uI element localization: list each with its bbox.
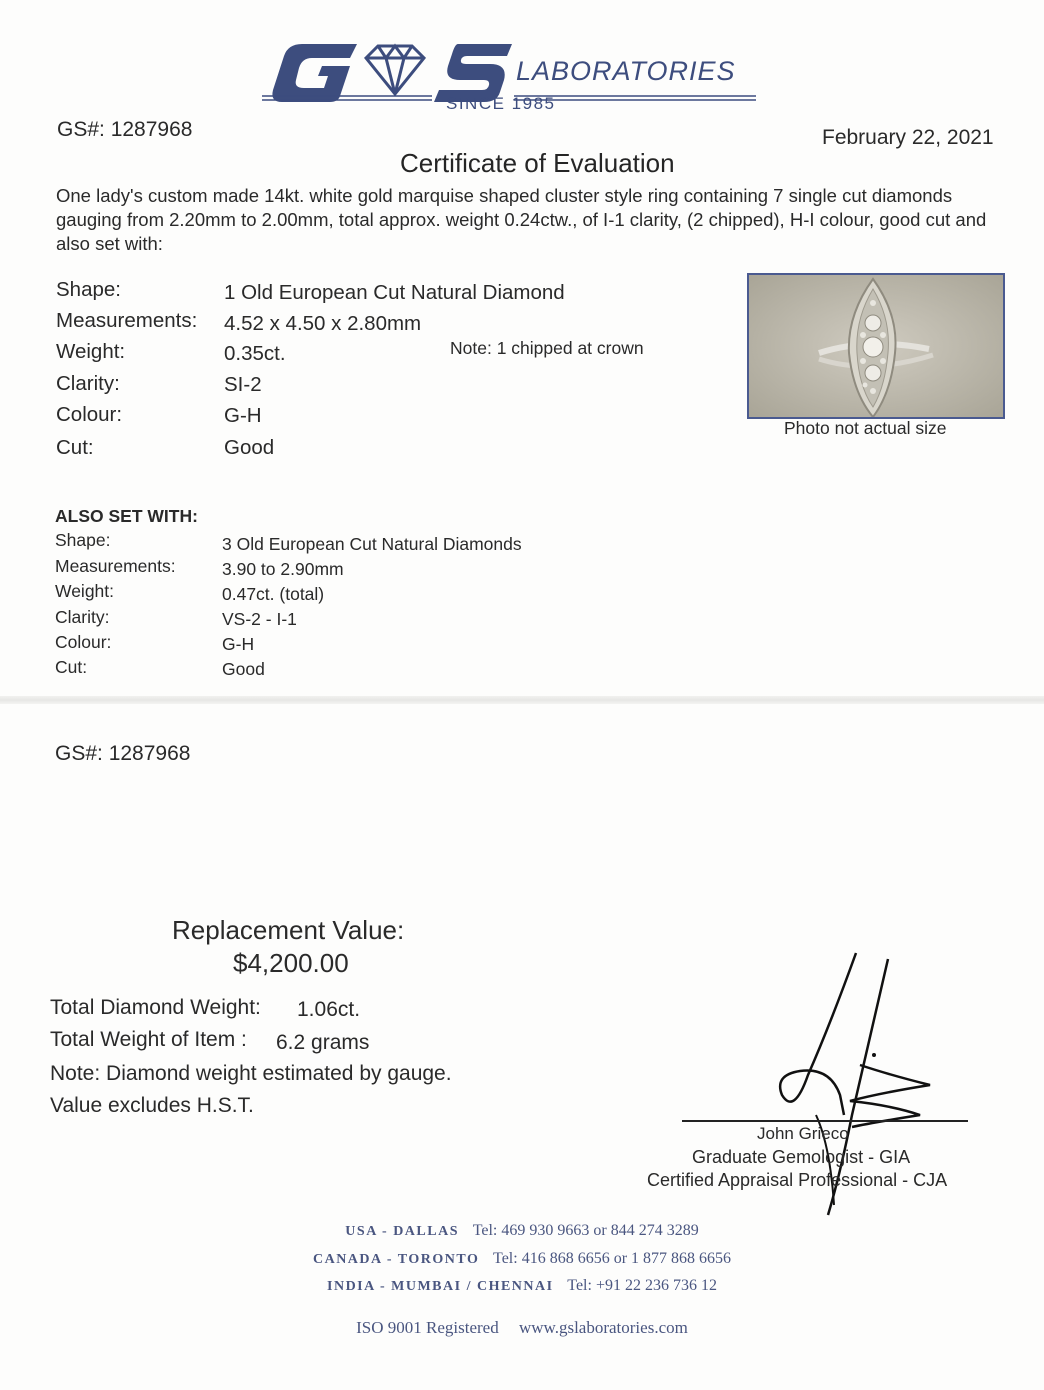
also-weight-value: 0.47ct. (total) — [222, 584, 325, 604]
weight-label: Weight: — [56, 340, 126, 363]
signer-name: John Grieco — [757, 1124, 849, 1143]
office-city: CANADA - TORONTO — [312, 1252, 480, 1267]
tax-note: Value excludes H.S.T. — [50, 1094, 254, 1117]
gs-laboratories-logo — [262, 36, 762, 118]
office-city: USA - DALLAS — [345, 1224, 459, 1239]
also-colour-label: Colour: — [55, 632, 112, 652]
gauge-note: Note: Diamond weight estimated by gauge. — [50, 1062, 452, 1085]
total-weight-label: Total Weight of Item : — [50, 1028, 247, 1051]
signer-title-gia: Graduate Gemologist - GIA — [692, 1147, 911, 1167]
also-cut-value: Good — [222, 659, 265, 679]
clarity-value: SI-2 — [224, 373, 262, 396]
measurements-value: 4.52 x 4.50 x 2.80mm — [224, 312, 422, 335]
office-tel: Tel: 469 930 9663 or 844 274 3289 — [472, 1222, 699, 1239]
chip-note: Note: 1 chipped at crown — [450, 338, 644, 358]
ring-photo — [747, 273, 1005, 419]
replacement-value-amount: $4,200.00 — [233, 948, 349, 978]
colour-label: Colour: — [56, 403, 123, 426]
also-weight-label: Weight: — [55, 581, 115, 601]
paper-fold-divider — [0, 696, 1044, 704]
cut-label: Cut: — [56, 436, 94, 459]
photo-caption: Photo not actual size — [784, 418, 947, 438]
cut-value: Good — [224, 436, 275, 459]
office-india — [0, 1277, 1044, 1295]
signature-line — [682, 1120, 968, 1122]
also-clarity-label: Clarity: — [55, 607, 110, 627]
weight-value: 0.35ct. — [224, 342, 286, 365]
gs-number: GS#: 1287968 — [57, 118, 193, 141]
also-set-with-heading: ALSO SET WITH: — [55, 506, 198, 526]
total-weight-value: 6.2 grams — [276, 1031, 370, 1054]
website-link[interactable]: www.gslaboratories.com — [518, 1318, 688, 1337]
also-cut-label: Cut: — [55, 657, 88, 677]
also-clarity-value: VS-2 - I-1 — [222, 609, 297, 629]
replacement-value-label: Replacement Value: — [172, 915, 405, 945]
office-city: INDIA - MUMBAI / CHENNAI — [327, 1279, 554, 1294]
logo-laboratories-text: LABORATORIES — [516, 56, 736, 86]
also-measurements-label: Measurements: — [55, 556, 176, 576]
clarity-label: Clarity: — [56, 372, 120, 395]
certificate-date: February 22, 2021 — [822, 126, 994, 149]
office-tel: Tel: +91 22 236 736 12 — [567, 1277, 717, 1294]
appraisal-gs-number: GS#: 1287968 — [55, 742, 191, 765]
office-canada — [0, 1250, 1044, 1268]
also-shape-value: 3 Old European Cut Natural Diamonds — [222, 534, 522, 554]
iso-registration: ISO 9001 Registered — [356, 1318, 499, 1337]
marquise-ring-image — [749, 275, 1003, 417]
total-diamond-weight-value: 1.06ct. — [297, 998, 361, 1021]
signer-title-cja: Certified Appraisal Professional - CJA — [647, 1170, 948, 1190]
also-shape-label: Shape: — [55, 530, 111, 550]
also-measurements-value: 3.90 to 2.90mm — [222, 559, 344, 579]
shape-value: 1 Old European Cut Natural Diamond — [224, 281, 565, 304]
measurements-label: Measurements: — [56, 309, 198, 332]
certificate-title: Certificate of Evaluation — [400, 148, 675, 178]
office-tel: Tel: 416 868 6656 or 1 877 868 6656 — [493, 1250, 732, 1267]
also-colour-value: G-H — [222, 634, 255, 654]
footer — [0, 1318, 1044, 1338]
item-description: One lady's custom made 14kt. white gold marquise shaped cluster style ring containing 7 single cut diamonds gauging from 2.20mm to 2.00mm, total approx. weight 0.24ctw., of I-1 clarity, (2 chipped), H-I colour, good cut and also set with: — [56, 185, 987, 254]
shape-label: Shape: — [56, 278, 121, 301]
logo-since-text: SINCE 1985 — [446, 94, 556, 113]
office-usa — [0, 1222, 1044, 1240]
colour-value: G-H — [224, 404, 262, 427]
total-diamond-weight-label: Total Diamond Weight: — [50, 996, 261, 1019]
